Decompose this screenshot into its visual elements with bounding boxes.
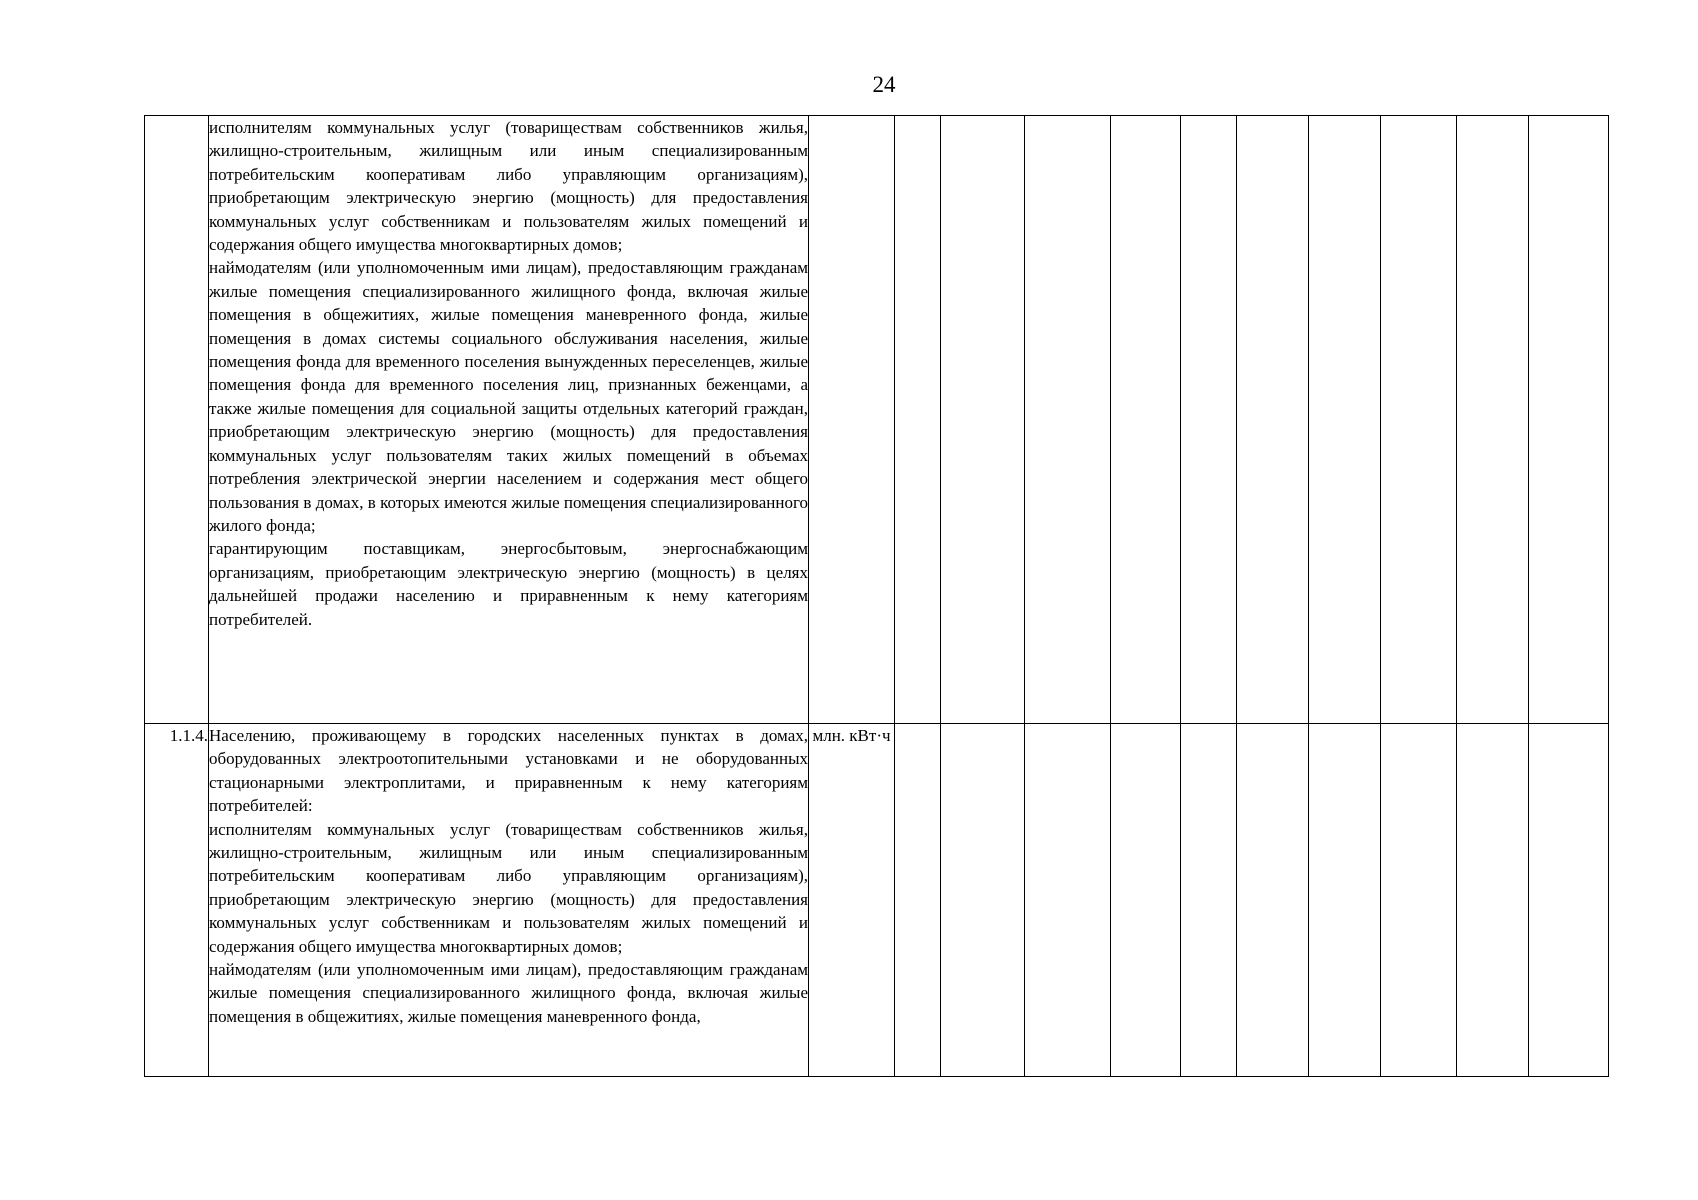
row-description-cell — [209, 724, 809, 1077]
paragraph: наймодателям (или уполномоченным ими лицам), предоставляющим гражданам жилые помещения специализированного жилищного фонда, включая жилые помещения в общежитиях, жилые помещения маневренного фонда, жилые помещения в домах системы социального обслуживания населения, жилые помещения фонда для временного поселения вынужденных переселенцев, жилые помещения фонда для временного поселения лиц, признанных беженцами, а также жилые помещения для социальной защиты отдельных категорий граждан, приобретающим электрическую энергию (мощность) для предоставления коммунальных услуг пользователям таких жилых помещений в объемах потребления электрической энергии населением и содержания мест общего пользования в домах, в которых имеются жилые помещения специализированного жилого фонда; — [209, 258, 808, 535]
empty-value-cell — [1181, 724, 1237, 1077]
empty-value-cell — [1237, 116, 1309, 724]
empty-value-cell — [895, 724, 941, 1077]
empty-value-cell — [941, 116, 1025, 724]
paragraph: наймодателям (или уполномоченным ими лицам), предоставляющим гражданам жилые помещения специализированного жилищного фонда, включая жилые помещения в общежитиях, жилые помещения маневренного фонда, — [209, 960, 808, 1026]
paragraph: исполнителям коммунальных услуг (товариществам собственников жилья, жилищно-строительным, жилищным или иным специализированным потребительским кооперативам либо управляющим организациям), приобретающим электрическую энергию (мощность) для предоставления коммунальных услуг собственникам и пользователям жилых помещений и содержания общего имущества многоквартирных домов; — [209, 118, 808, 255]
paragraph: исполнителям коммунальных услуг (товариществам собственников жилья, жилищно-строительным, жилищным или иным специализированным потребительским кооперативам либо управляющим организациям), приобретающим электрическую энергию (мощность) для предоставления коммунальных услуг собственникам и пользователям жилых помещений и содержания общего имущества многоквартирных домов; — [209, 819, 808, 956]
row-description-cell — [209, 116, 809, 724]
empty-value-cell — [1025, 724, 1111, 1077]
empty-value-cell — [1529, 724, 1609, 1077]
empty-value-cell — [1529, 116, 1609, 724]
paragraph: Населению, проживающему в городских населенных пунктах в домах, оборудованных электроотопительными установками и не оборудованных стационарными электроплитами, и приравненным к нему категориям потребителей: — [209, 726, 808, 816]
empty-value-cell — [895, 116, 941, 724]
table-row — [145, 724, 1609, 1077]
empty-value-cell — [1111, 116, 1181, 724]
empty-value-cell — [1309, 724, 1381, 1077]
empty-value-cell — [1381, 116, 1457, 724]
unit-cell — [809, 116, 895, 724]
paragraph: гарантирующим поставщикам, энергосбытовым, энергоснабжающим организациям, приобретающим электрическую энергию (мощность) в целях дальнейшей продажи населению и приравненным к нему категориям потребителей. — [209, 539, 808, 629]
unit-cell: млн. кВт·ч — [809, 724, 895, 1077]
table-row — [145, 116, 1609, 724]
empty-value-cell — [941, 724, 1025, 1077]
page-number: 24 — [872, 72, 896, 97]
empty-value-cell — [1457, 116, 1529, 724]
empty-value-cell — [1111, 724, 1181, 1077]
empty-value-cell — [1457, 724, 1529, 1077]
empty-value-cell — [1237, 724, 1309, 1077]
data-table — [144, 115, 1609, 1077]
empty-value-cell — [1181, 116, 1237, 724]
empty-value-cell — [1381, 724, 1457, 1077]
row-number-cell: 1.1.4. — [145, 724, 209, 1077]
empty-value-cell — [1025, 116, 1111, 724]
empty-value-cell — [1309, 116, 1381, 724]
row-number-cell — [145, 116, 209, 724]
